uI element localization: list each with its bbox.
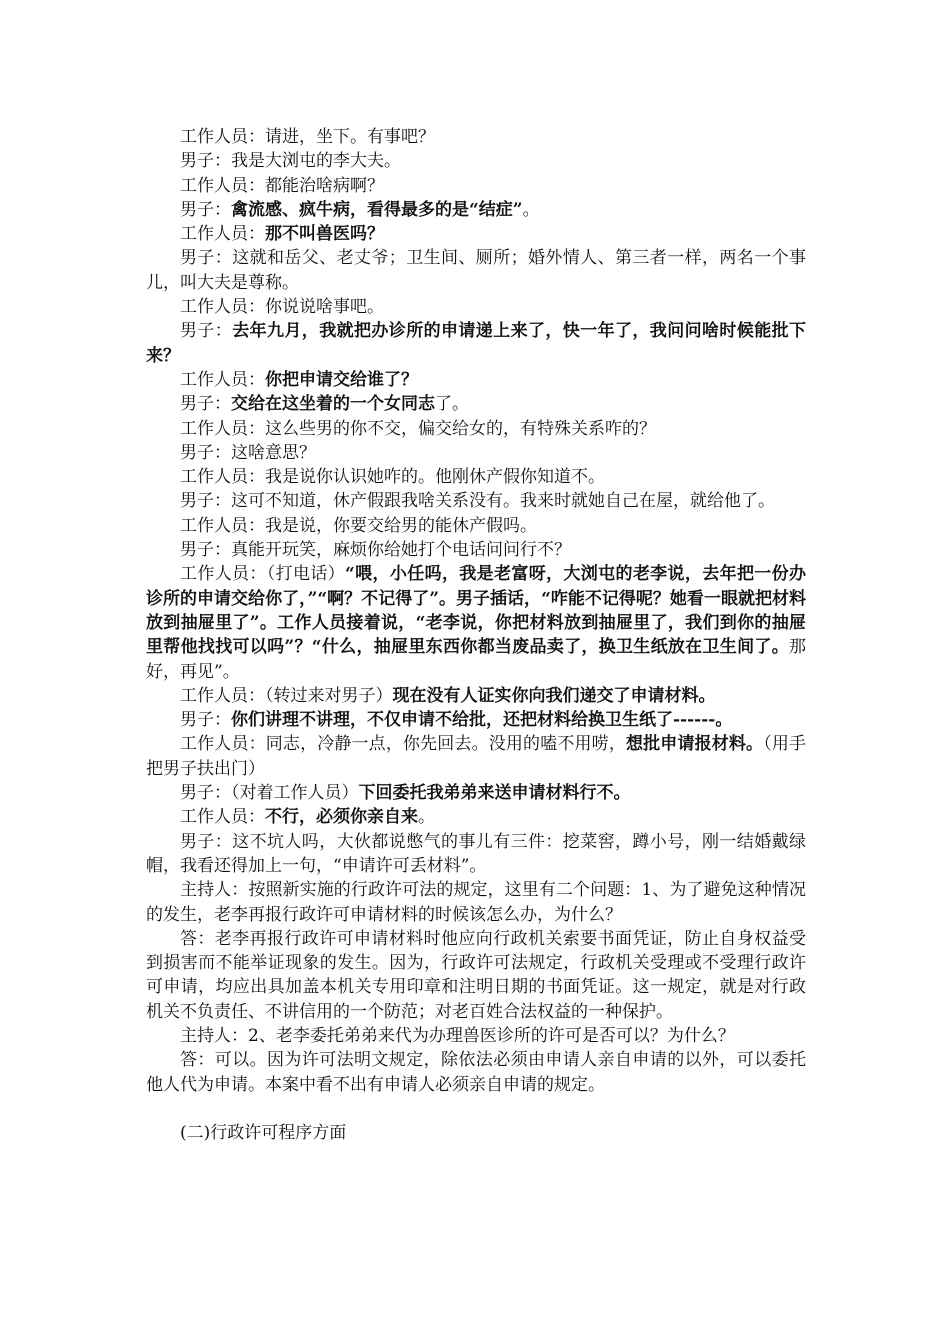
dialogue-paragraph bbox=[146, 368, 806, 392]
text-run: 工作人员：（转过来对男子） bbox=[180, 685, 393, 706]
emphasized-text: 禽流感、疯牛病，看得最多的是“结症” bbox=[231, 199, 523, 220]
section-heading: (二)行政许可程序方面 bbox=[180, 1122, 347, 1143]
text-run: 工作人员：都能治啥病啊？ bbox=[180, 175, 384, 196]
dialogue-paragraph bbox=[146, 514, 806, 538]
dialogue-paragraph bbox=[146, 489, 806, 513]
text-run: 工作人员：请进，坐下。有事吧？ bbox=[180, 127, 435, 147]
text-run: 主持人：2、老李委托弟弟来代为办理兽医诊所的许可是否可以？为什么？ bbox=[180, 1025, 735, 1046]
text-run: 那好，再见”。 bbox=[146, 637, 806, 682]
dialogue-paragraph bbox=[146, 684, 806, 708]
emphasized-text: 你们讲理不讲理，不仅申请不给批，还把材料给换卫生纸了------。 bbox=[231, 710, 733, 731]
dialogue-paragraph bbox=[146, 174, 806, 198]
text-run: 主持人：按照新实施的行政许可法的规定，这里有二个问题：1、为了避免这种情况的发生，老李再报行政许可申请材料的时候该怎么办，为什么？ bbox=[146, 880, 806, 925]
text-run: （用手把男子扶出门） bbox=[146, 734, 807, 779]
text-run: 男子： bbox=[180, 710, 231, 731]
dialogue-paragraph bbox=[146, 562, 806, 683]
text-run: 工作人员：同志，冷静一点，你先回去。没用的嗑不用唠， bbox=[180, 734, 626, 755]
dialogue-paragraph bbox=[146, 222, 806, 246]
text-run: 工作人员： bbox=[180, 224, 265, 245]
text-run: 男子：这啥意思？ bbox=[180, 442, 316, 463]
dialogue-paragraph bbox=[146, 319, 806, 368]
dialogue-paragraph bbox=[146, 295, 806, 319]
dialogue-paragraph bbox=[146, 708, 806, 732]
text-run: 了。 bbox=[435, 394, 469, 415]
dialogue-paragraph bbox=[146, 198, 806, 222]
dialogue-paragraph bbox=[146, 878, 806, 927]
dialogue-paragraph bbox=[146, 125, 806, 149]
emphasized-text: 你把申请交给谁了？ bbox=[265, 369, 418, 390]
text-run: 男子：这不坑人吗，大伙都说憋气的事儿有三件：挖菜窖，蹲小号，刚一结婚戴绿帽，我看还得加上一句，“申请许可丢材料”。 bbox=[146, 831, 806, 876]
emphasized-text: “喂，小任吗，我是老富呀，大浏屯的老李说，去年把一份办诊所的申请交给你了，”“啊？不记得了”。男子插话，“咋能不记得呢？她看一眼就把材料放到抽屉里了”。工作人员接着说，“老李说，你把材料放到抽屉里了，我们到你的抽屉里帮他找找可以吗”？“什么，抽屉里东西你都当废品卖了，换卫生纸放在卫生间了。 bbox=[146, 564, 807, 658]
dialogue-paragraph bbox=[146, 1024, 806, 1048]
text-run: 男子：这就和岳父、老丈爷；卫生间、厕所；婚外情人、第三者一样，两名一个事儿，叫大夫是尊称。 bbox=[146, 248, 806, 293]
dialogue-paragraph bbox=[146, 149, 806, 173]
dialogue-paragraph bbox=[146, 732, 806, 781]
dialogue-paragraph bbox=[146, 805, 806, 829]
text-run: 。 bbox=[522, 199, 540, 220]
text-run: 答：老李再报行政许可申请材料时他应向行政机关索要书面凭证，防止自身权益受到损害而不能举证现象的发生。因为，行政许可法规定，行政机关受理或不受理行政许可申请，均应出具加盖本机关专用印章和注明日期的书面凭证。这一规定，就是对行政机关不负责任、不讲信用的一个防范；对老百姓合法权益的一种保护。 bbox=[146, 928, 806, 1022]
text-run: 答：可以。因为许可法明文规定，除依法必须由申请人亲自申请的以外，可以委托他人代为申请。本案中看不出有申请人必须亲自申请的规定。 bbox=[146, 1050, 806, 1095]
text-run: 男子：这可不知道，休产假跟我啥关系没有。我来时就她自己在屋，就给他了。 bbox=[180, 491, 775, 512]
text-run: 男子：真能开玩笑，麻烦你给她打个电话问问行不？ bbox=[180, 540, 571, 561]
dialogue-paragraph bbox=[146, 441, 806, 465]
dialogue-paragraph bbox=[146, 392, 806, 416]
dialogue-paragraph bbox=[146, 830, 806, 879]
dialogue-paragraph bbox=[146, 417, 806, 441]
text-run: 。 bbox=[418, 807, 435, 828]
dialogue-paragraph bbox=[146, 246, 806, 295]
text-run: 工作人员：你说说啥事吧。 bbox=[180, 297, 384, 318]
text-run: 工作人员： bbox=[180, 807, 265, 828]
dialogue-paragraph bbox=[146, 465, 806, 489]
text-run: 工作人员：这么些男的你不交，偏交给女的，有特殊关系咋的？ bbox=[180, 418, 656, 439]
dialogue-paragraph bbox=[146, 781, 806, 805]
emphasized-text: 现在没有人证实你向我们递交了申请材料。 bbox=[392, 685, 716, 706]
text-run: 男子： bbox=[180, 199, 231, 220]
dialogue-paragraph bbox=[146, 538, 806, 562]
text-run: 工作人员： bbox=[180, 369, 265, 390]
document-page bbox=[146, 125, 806, 1145]
text-run: 工作人员：（打电话） bbox=[180, 564, 346, 585]
text-run: 工作人员：我是说，你要交给男的能休产假吗。 bbox=[180, 515, 537, 536]
dialogue-paragraph bbox=[146, 1048, 806, 1097]
emphasized-text: 下回委托我弟弟来送申请材料行不。 bbox=[358, 783, 631, 804]
text-run: 男子： bbox=[180, 394, 231, 415]
emphasized-text: 交给在这坐着的一个女同志 bbox=[231, 394, 435, 415]
text-run: 工作人员：我是说你认识她咋的。他刚休产假你知道不。 bbox=[180, 467, 605, 488]
text-run: 男子：我是大浏屯的李大夫。 bbox=[180, 151, 401, 172]
emphasized-text: 去年九月，我就把办诊所的申请递上来了，快一年了，我问问啥时候能批下来？ bbox=[146, 321, 807, 366]
text-run: 男子： bbox=[180, 321, 233, 342]
document-body bbox=[146, 125, 806, 1097]
emphasized-text: 不行，必须你亲自来 bbox=[265, 807, 418, 828]
dialogue-paragraph bbox=[146, 927, 806, 1024]
text-run: 男子：（对着工作人员） bbox=[180, 783, 359, 804]
emphasized-text: 那不叫兽医吗？ bbox=[265, 224, 384, 245]
emphasized-text: 想批申请报材料。 bbox=[625, 734, 764, 755]
